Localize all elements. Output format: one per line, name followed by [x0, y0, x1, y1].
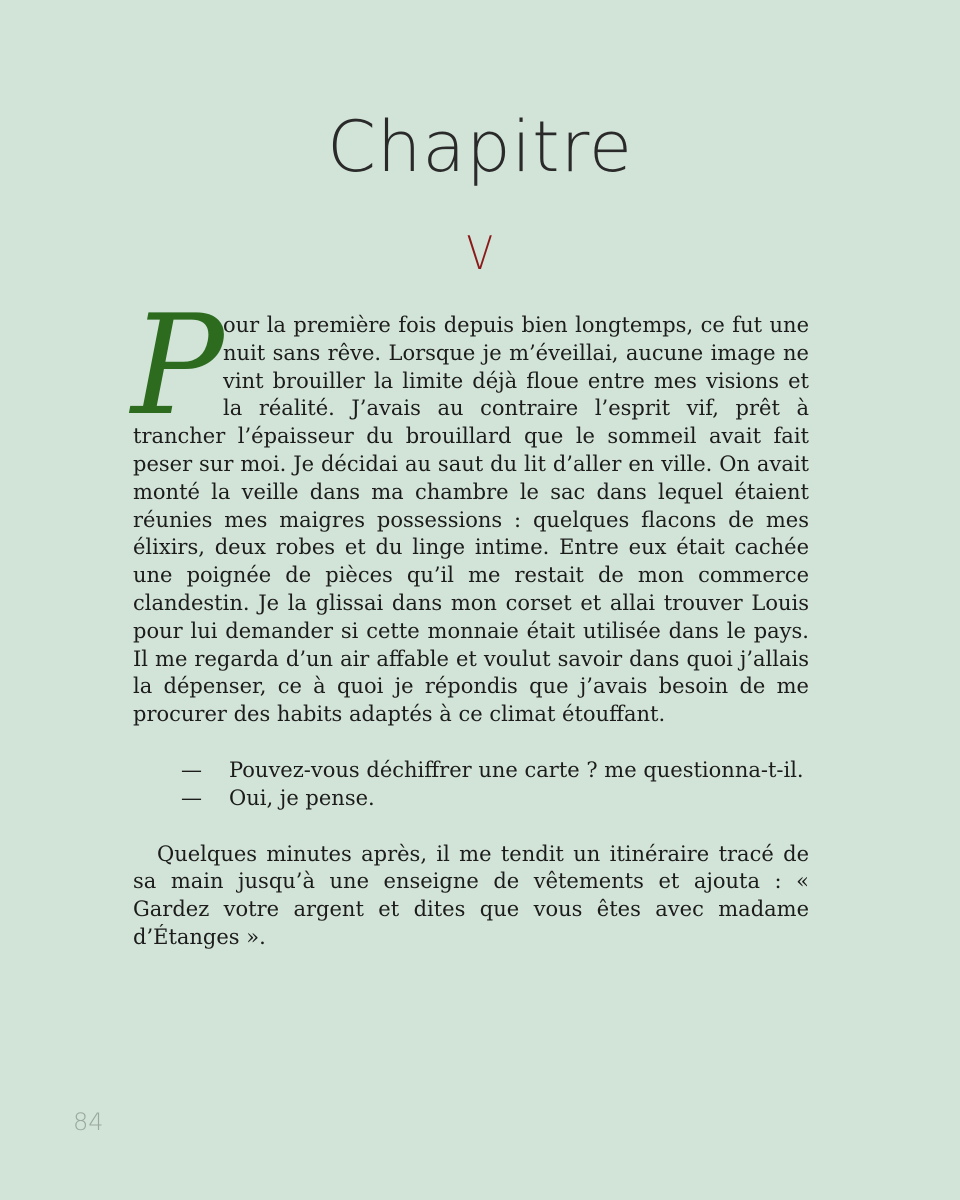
opening-paragraph [131, 285, 809, 729]
opening-paragraph-text: our la première fois depuis bien longtemps, ce fut une nuit sans rêve. Lorsque je m’éveillai, aucune image ne vint brouiller la limite déjà floue entre mes visions et la réalité. J’avais au contraire l’esprit vif, prêt à trancher l’épaisseur du brouillard que le sommeil avait fait peser sur moi. Je décidai au saut du lit d’aller en ville. On avait monté la veille dans ma chambre le sac dans lequel étaient réunies mes maigres possessions : quelques flacons de mes élixirs, deux robes et du linge intime. Entre eux était cachée une poignée de pièces qu’il me restait de mon commerce clandestin. Je la glissai dans mon corset et allai trouver Louis pour lui demander si cette monnaie était utilisée dans le pays. Il me regarda d’un air affable et voulut savoir dans quoi j’allais la dépenser, ce à quoi je répondis que j’avais besoin de me procurer des habits adaptés à ce climat étouffant. [133, 313, 809, 727]
dialog-line [133, 757, 809, 785]
dialog-dash: — [181, 785, 202, 810]
closing-paragraph: Quelques minutes après, il me tendit un itinéraire tracé de sa main jusqu’à une enseigne de vêtements et ajouta : « Gardez votre argent et dites que vous êtes avec madame d’Étanges ». [133, 841, 809, 949]
dialog-text: Oui, je pense. [229, 785, 375, 810]
page-number: 84 [73, 1108, 104, 1136]
chapter-body [131, 285, 809, 952]
chapter-number [0, 226, 960, 280]
chapter-number-text: V [466, 226, 494, 280]
dialog-text: Pouvez-vous déchiffrer une carte ? me questionna-t-il. [229, 757, 804, 782]
drop-cap: P [131, 285, 224, 446]
chapter-heading: Chapitre [327, 106, 633, 188]
dialog-dash: — [181, 757, 202, 782]
dialog-line [133, 785, 809, 813]
